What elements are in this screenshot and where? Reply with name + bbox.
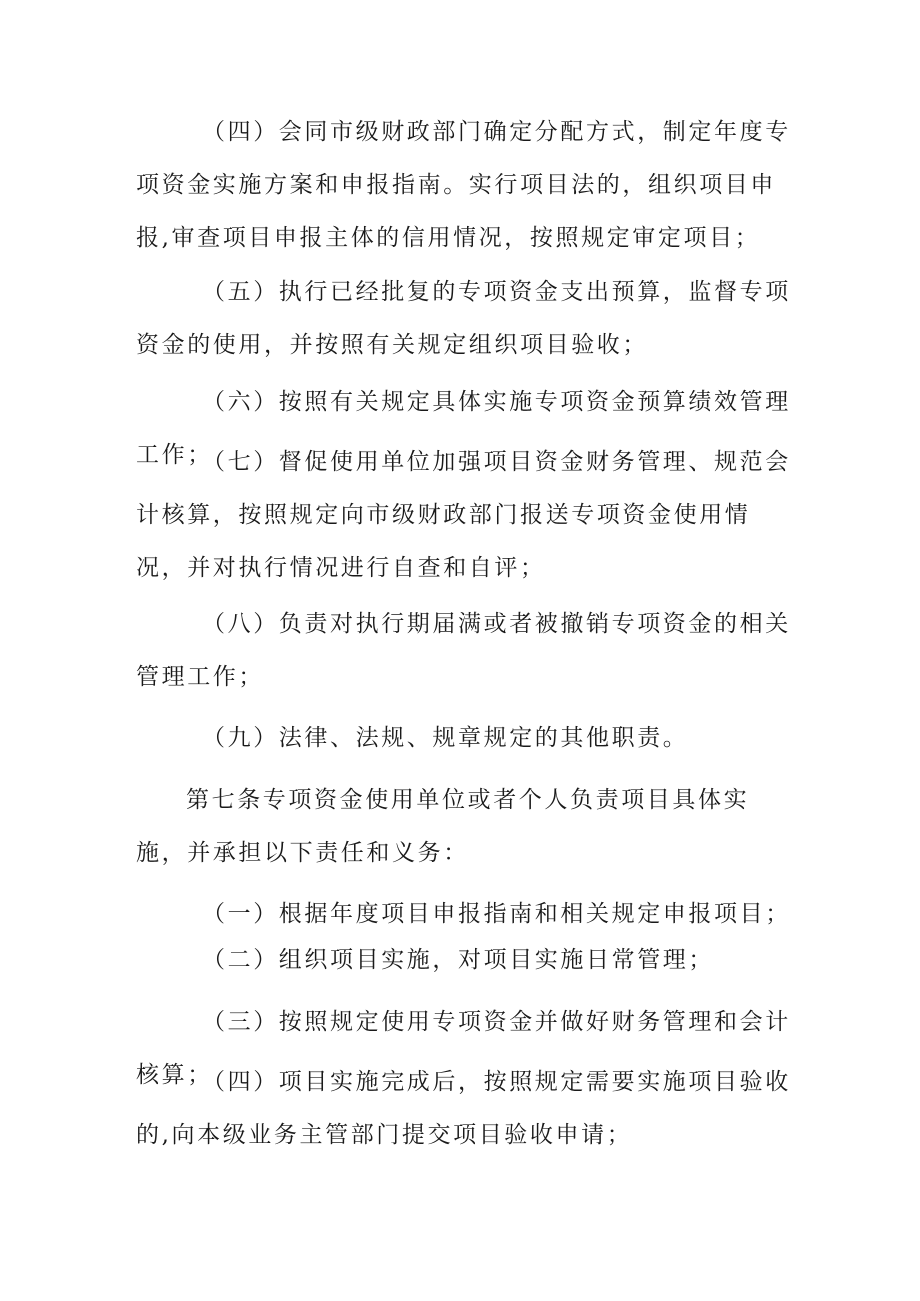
paragraph-item-8: （八）负责对执行期届满或者被撤销专项资金的相关管理工作； xyxy=(136,611,791,690)
paragraph-item-7: （七）督促使用单位加强项目资金财务管理、规范会计核算，按照规定向市级财政部门报送专项资金使用情况，并对执行情况进行自查和自评； xyxy=(136,449,791,581)
duty-item-3: （三）按照规定使用专项资金并做好财务管理和会计核算； xyxy=(136,1009,791,1088)
paragraph-item-5: （五）执行已经批复的专项资金支出预算，监督专项资金的使用，并按照有关规定组织项目验收； xyxy=(136,279,791,358)
duty-item-4: （四）项目实施完成后，按照规定需要实施项目验收的,向本级业务主管部门提交项目验收申请； xyxy=(136,1069,791,1148)
duty-item-1: （一）根据年度项目申报指南和相关规定申报项目； xyxy=(202,901,791,927)
paragraph-item-4: （四）会同市级财政部门确定分配方式，制定年度专项资金实施方案和申报指南。实行项目法的，组织项目申报,审查项目申报主体的信用情况，按照规定审定项目； xyxy=(136,119,791,251)
duty-item-2: （二）组织项目实施，对项目实施日常管理； xyxy=(202,947,714,973)
paragraph-item-9: （九）法律、法规、规章规定的其他职责。 xyxy=(202,725,689,751)
paragraph-item-6: （六）按照有关规定具体实施专项资金预算绩效管理工作； xyxy=(136,389,791,468)
article-seven: 第七条专项资金使用单位或者个人负责项目具体实施，并承担以下责任和义务： xyxy=(136,787,750,866)
